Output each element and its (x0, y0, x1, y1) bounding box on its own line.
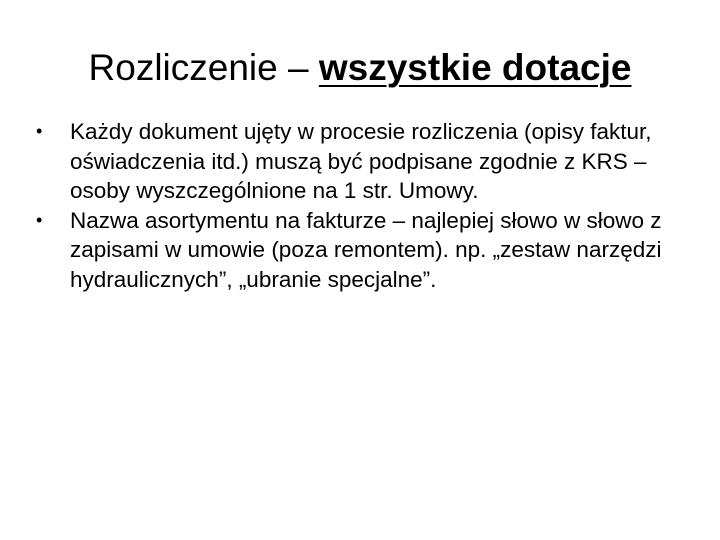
bullet-text: Każdy dokument ujęty w procesie rozliczenia (opisy faktur, oświadczenia itd.) muszą być podpisane zgodnie z KRS – osoby wyszczególnione na 1 str. Umowy. (70, 119, 652, 203)
slide-title-emphasis: wszystkie dotacje (318, 47, 632, 88)
bullet-item (36, 206, 676, 295)
bullet-marker: • (36, 209, 43, 230)
bullet-list (36, 117, 676, 294)
bullet-marker: • (36, 121, 43, 141)
bullet-text: Nazwa asortymentu na fakturze – najlepiej słowo w słowo z zapisami w umowie (poza remontem). np. „zestaw narzędzi hydraulicznych”, „ubranie specjalne”. (70, 207, 662, 292)
slide-title-plain: Rozliczenie – (88, 47, 319, 88)
slide-title (40, 44, 680, 92)
bullet-item (36, 117, 676, 206)
